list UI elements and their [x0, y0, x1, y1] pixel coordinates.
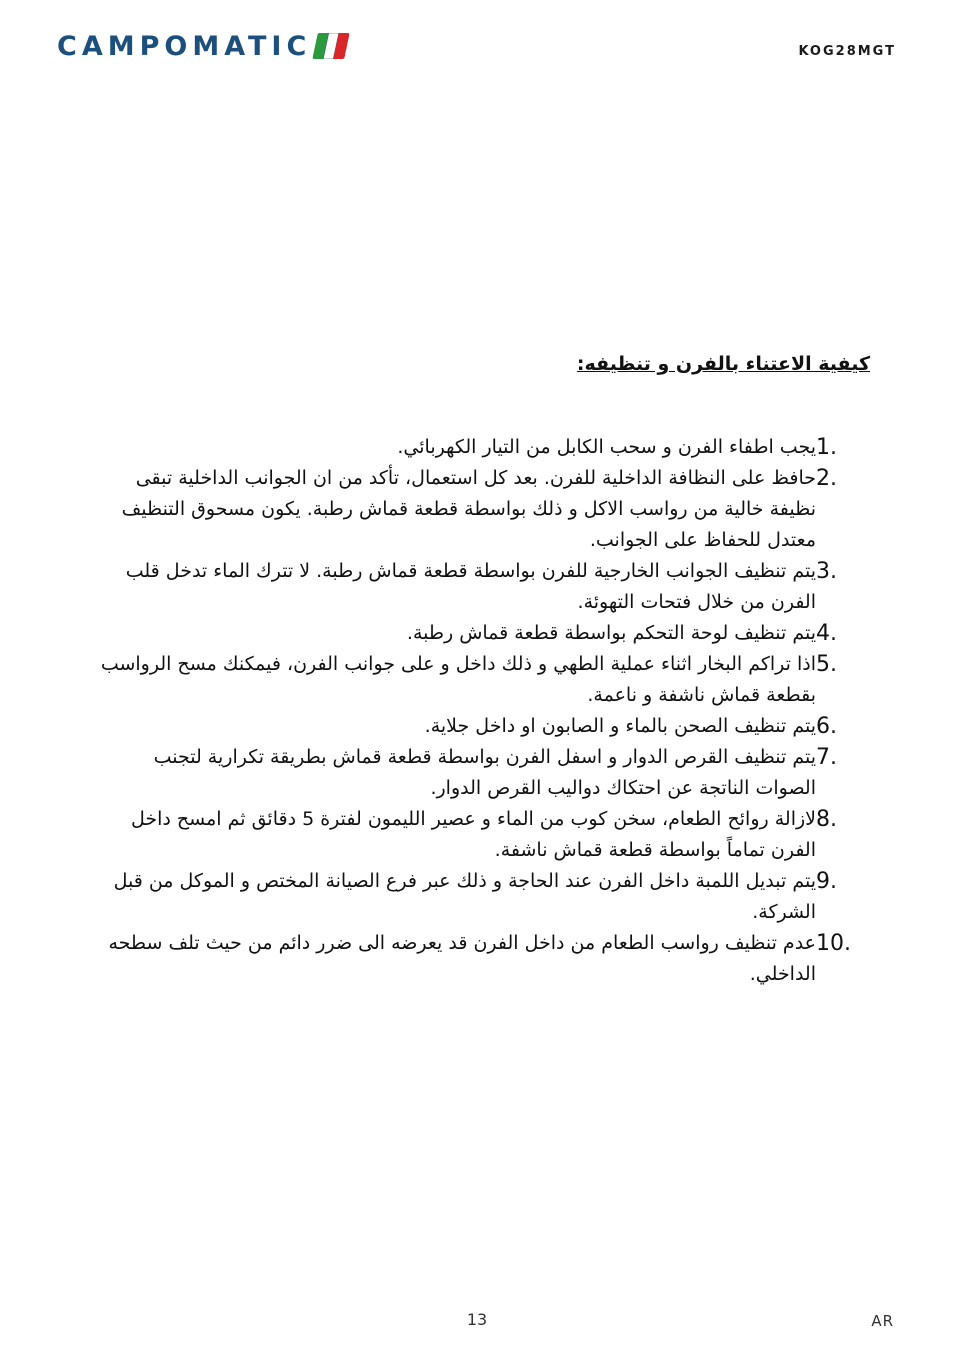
step-number: 6.: [816, 714, 837, 739]
step-number: 8.: [816, 807, 837, 832]
brand-logo: [57, 30, 347, 62]
step-text: لازالة روائح الطعام، سخن كوب من الماء و عصير الليمون لفترة 5 دقائق ثم امسح داخل الفرن تماماً بواسطة قطعة قماش ناشفة.: [130, 808, 816, 861]
step-text: اذا تراكم البخار اثناء عملية الطهي و ذلك داخل و على جوانب الفرن، فيمكنك مسح الرواسب بقطعة قماش ناشفة و ناعمة.: [100, 653, 816, 706]
step-text: يتم تنظيف القرص الدوار و اسفل الفرن بواسطة قطعة قماش بطريقة تكرارية لتجنب الصوات الناتجة عن احتكاك دواليب القرص الدوار.: [153, 746, 816, 799]
list-item: [90, 804, 870, 866]
step-number: 1.: [816, 435, 837, 460]
language-code: AR: [871, 1312, 894, 1330]
step-text: يتم تبديل اللمبة داخل الفرن عند الحاجة و ذلك عبر فرع الصيانة المختص و الموكل من قبل الشركة.: [113, 870, 816, 923]
section-title: كيفية الاعتناء بالفرن و تنظيفه:: [576, 353, 870, 375]
step-number: 7.: [816, 745, 837, 770]
step-text: يتم تنظيف الجوانب الخارجية للفرن بواسطة قطعة قماش رطبة. لا تترك الماء تدخل قلب الفرن من خلال فتحات التهوئة.: [125, 560, 816, 613]
list-item: [90, 866, 870, 928]
step-text: عدم تنظيف رواسب الطعام من داخل الفرن قد يعرضه الى ضرر دائم من حيث تلف سطحه الداخلي.: [108, 932, 816, 985]
model-number: KOG28MGT: [798, 44, 896, 59]
step-number: 10.: [816, 931, 851, 956]
list-item: [90, 556, 870, 618]
step-text: يتم تنظيف لوحة التحكم بواسطة قطعة قماش رطبة.: [406, 622, 816, 644]
list-item: [90, 463, 870, 556]
step-number: 3.: [816, 559, 837, 584]
step-text: يتم تنظيف الصحن بالماء و الصابون او داخل جلاية.: [424, 715, 816, 737]
page-number: 13: [466, 1310, 488, 1329]
page-header: [0, 0, 954, 80]
italian-flag-icon: [313, 33, 351, 59]
step-text: حافظ على النظافة الداخلية للفرن. بعد كل استعمال، تأكد من ان الجوانب الداخلية تبقى نظيفة خالية من رواسب الاكل و ذلك بواسطة قطعة قماش رطبة. يكون مسحوق التنظيف معتدل للحفاظ على الجوانب.: [121, 467, 816, 551]
care-cleaning-section: [90, 346, 870, 990]
list-item: [90, 618, 870, 649]
step-number: 5.: [816, 652, 837, 677]
list-item: [90, 649, 870, 711]
step-number: 2.: [816, 466, 837, 491]
list-item: [90, 711, 870, 742]
step-number: 4.: [816, 621, 837, 646]
step-text: يجب اطفاء الفرن و سحب الكابل من التيار الكهربائي.: [397, 436, 816, 458]
list-item: [90, 432, 870, 463]
brand-logo-text: CAMPOMATIC: [57, 30, 312, 62]
cleaning-steps-list: [90, 432, 870, 990]
list-item: [90, 742, 870, 804]
step-number: 9.: [816, 869, 837, 894]
list-item: [90, 928, 870, 990]
